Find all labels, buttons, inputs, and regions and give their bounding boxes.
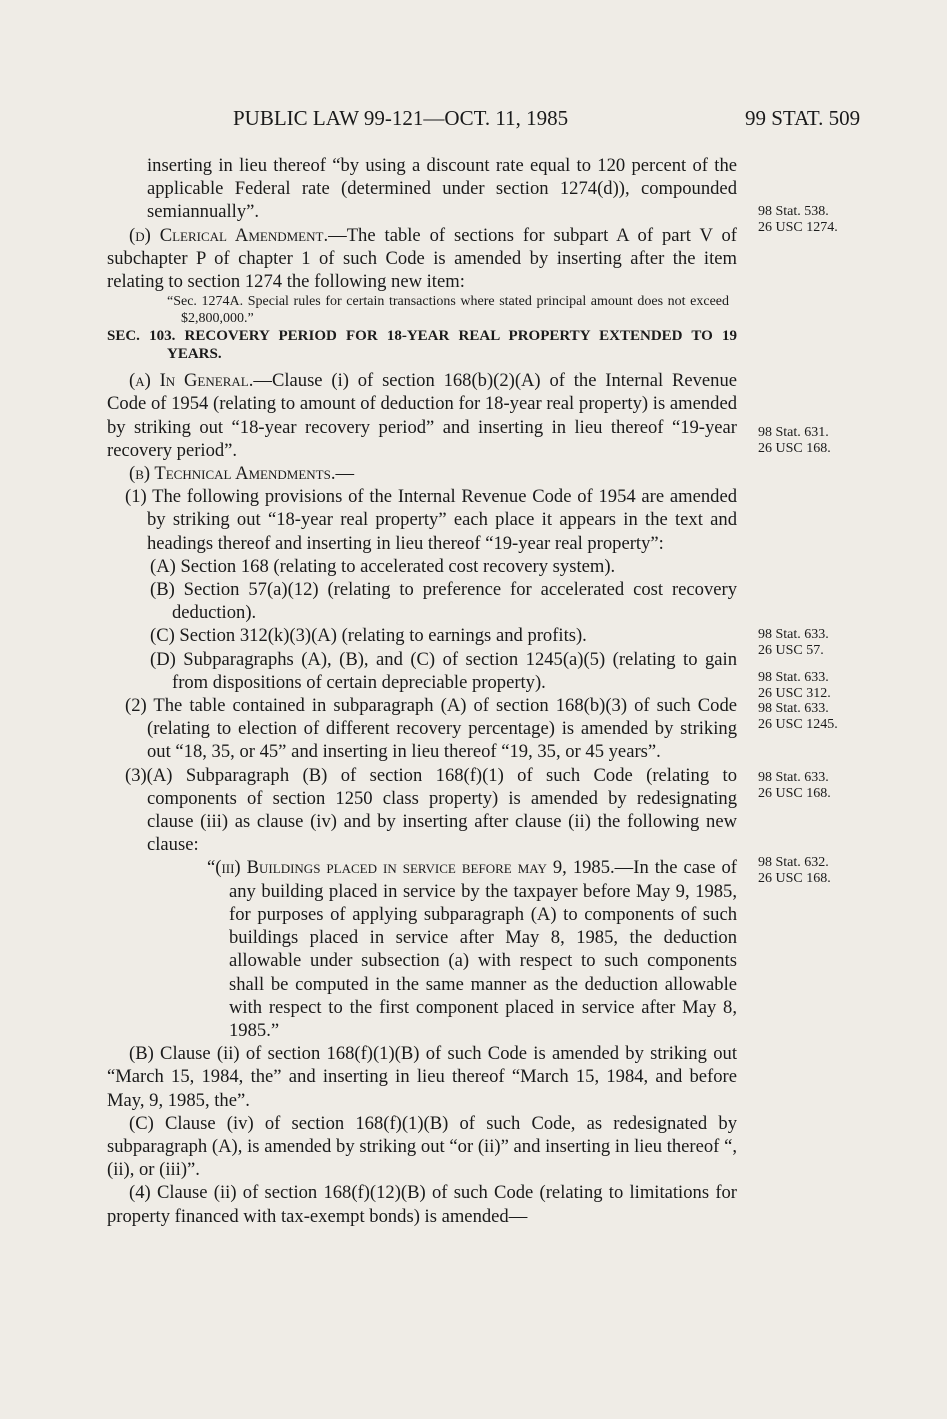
margin-note-line: 98 Stat. 633. bbox=[758, 670, 829, 685]
margin-note-line: 98 Stat. 633. bbox=[758, 701, 829, 716]
paragraph-b3-clause-iii bbox=[107, 856, 737, 1042]
clerical-amendment-heading: (d) Clerical Amendment. bbox=[129, 224, 329, 246]
section-heading: SEC. 103. RECOVERY PERIOD FOR 18-YEAR REAL PROPERTY EXTENDED TO 19 YEARS. bbox=[107, 328, 737, 363]
paragraph-b3A: (3)(A) Subparagraph (B) of section 168(f)(1) of such Code (relating to components of section 1250 class property) is amended by redesignating clause (iii) as clause (iv) and by inserting after clause (ii) the following new clause: bbox=[125, 764, 737, 856]
margin-note bbox=[758, 855, 831, 886]
page-stat-number: 99 STAT. 509 bbox=[745, 106, 861, 130]
margin-note-line: 98 Stat. 538. bbox=[758, 204, 829, 219]
table-of-sections-item: “Sec. 1274A. Special rules for certain transactions where stated principal amount does not exceed $2,800,000.” bbox=[167, 294, 729, 327]
in-general-heading: (a) In General. bbox=[129, 370, 254, 392]
margin-note bbox=[758, 670, 838, 732]
margin-note-line: 98 Stat. 633. bbox=[758, 770, 829, 785]
paragraph-b2: (2) The table contained in subparagraph (A) of section 168(b)(3) of such Code (relating to election of different recovery percentage) is amended by striking out “18, 35, or 45” and inserting in lieu thereof “19, 35, or 45 years”. bbox=[125, 695, 737, 763]
margin-note bbox=[758, 425, 831, 456]
paragraph-b1: (1) The following provisions of the Internal Revenue Code of 1954 are amended by striking out “18-year real property” each place it appears in the text and headings thereof and inserting in lieu thereof “19-year real property”: bbox=[125, 486, 737, 554]
margin-note-line: 26 USC 168. bbox=[758, 785, 831, 801]
margin-note bbox=[758, 627, 829, 658]
margin-note bbox=[758, 770, 831, 801]
paragraph-in-general bbox=[107, 369, 737, 462]
paragraph-b3C: (C) Clause (iv) of section 168(f)(1)(B) of such Code, as redesignated by subparagraph (A), is amended by striking out “or (ii)” and inserting in lieu thereof “, (ii), or (iii)”. bbox=[107, 1112, 737, 1181]
margin-note-line: 26 USC 168. bbox=[758, 870, 831, 886]
margin-note-line: 26 USC 168. bbox=[758, 440, 831, 456]
paragraph-b1A: (A) Section 168 (relating to accelerated cost recovery system). bbox=[150, 555, 616, 577]
paragraph-b3B: (B) Clause (ii) of section 168(f)(1)(B) of such Code is amended by striking out “March 15, 1984, the” and inserting in lieu thereof “March 15, 1984, and before May, 9, 1985, the”. bbox=[107, 1043, 737, 1111]
paragraph-clerical-amendment bbox=[107, 224, 737, 294]
clerical-amendment-text: —The table of sections for subpart A of part V of subchapter P of chapter 1 of such Code is amended by inserting after the item relating to section 1274 the following new item: bbox=[107, 224, 737, 293]
paragraph-continuation: inserting in lieu thereof “by using a discount rate equal to 120 percent of the applicable Federal rate (determined under section 1274(d)), compounded semiannually”. bbox=[147, 155, 737, 223]
technical-amendments-dash: — bbox=[335, 463, 355, 485]
paragraph-b1D: (D) Subparagraphs (A), (B), and (C) of section 1245(a)(5) (relating to gain from dispositions of certain depreciable property). bbox=[150, 648, 737, 693]
clause-iii-text: —In the case of any building placed in service by the taxpayer before May 9, 1985, for purposes of applying subparagraph (A) to components of such buildings placed in service after May 8, 1985, the deduction allowable under subsection (a) with respect to such components shall be computed in the same manner as the deduction allowable with respect to the first component placed in service after May 8, 1985.” bbox=[229, 857, 737, 1041]
margin-note-line: 98 Stat. 632. bbox=[758, 855, 829, 870]
running-head-title: PUBLIC LAW 99-121—OCT. 11, 1985 bbox=[233, 106, 569, 130]
paragraph-b1C: (C) Section 312(k)(3)(A) (relating to earnings and profits). bbox=[150, 625, 587, 647]
margin-note bbox=[758, 204, 838, 235]
margin-note-line: 26 USC 1245. bbox=[758, 716, 838, 732]
technical-amendments-heading: (b) Technical Amendments. bbox=[129, 463, 336, 485]
margin-note-line: 98 Stat. 631. bbox=[758, 425, 829, 440]
clause-iii-heading: “(iii) Buildings placed in service before may 9, 1985. bbox=[207, 857, 615, 879]
margin-note-line: 26 USC 57. bbox=[758, 642, 824, 658]
margin-note-line: 26 USC 1274. bbox=[758, 219, 838, 235]
main-text-column bbox=[107, 154, 737, 1228]
in-general-text: —Clause (i) of section 168(b)(2)(A) of the Internal Revenue Code of 1954 (relating to amount of deduction for 18-year real property) is amended by striking out “18-year recovery period” and inserting in lieu thereof “19-year recovery period”. bbox=[107, 370, 737, 461]
paragraph-b1B: (B) Section 57(a)(12) (relating to preference for accelerated cost recovery deduction). bbox=[150, 579, 737, 624]
paragraph-technical-amendments bbox=[107, 462, 737, 485]
paragraph-b4: (4) Clause (ii) of section 168(f)(12)(B) of such Code (relating to limitations for property financed with tax-exempt bonds) is amended— bbox=[107, 1182, 737, 1227]
margin-note-line: 26 USC 312. bbox=[758, 685, 831, 701]
margin-note-line: 98 Stat. 633. bbox=[758, 627, 829, 642]
